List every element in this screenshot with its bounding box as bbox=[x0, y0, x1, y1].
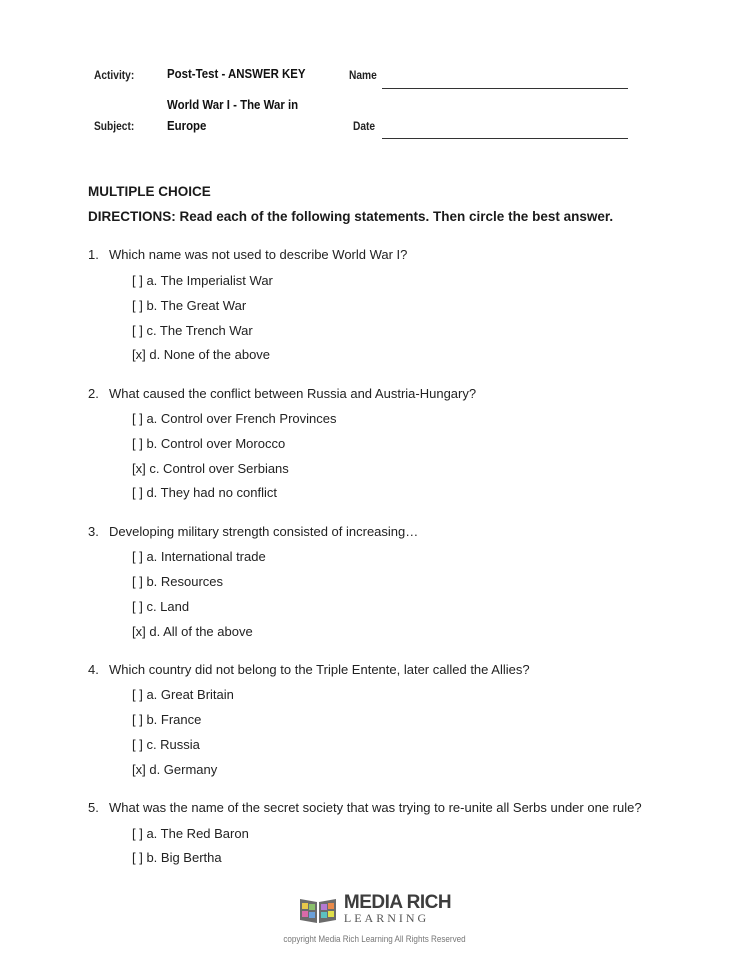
subject-value: World War I - The War in Europe bbox=[167, 97, 299, 133]
answer-option-selected[interactable]: [x] d. None of the above bbox=[132, 347, 271, 362]
question-number: 3. bbox=[88, 524, 99, 539]
answer-option[interactable]: [ ] b. Resources bbox=[132, 574, 224, 589]
question-number: 2. bbox=[88, 386, 99, 401]
answer-option-selected[interactable]: [x] d. All of the above bbox=[132, 624, 253, 639]
answer-option[interactable]: [ ] b. France bbox=[132, 712, 202, 727]
activity-value: Post-Test - ANSWER KEY bbox=[167, 66, 306, 81]
name-field-line[interactable] bbox=[382, 88, 628, 89]
copyright: copyright Media Rich Learning All Rights Reserved bbox=[283, 934, 466, 944]
name-label: Name bbox=[349, 68, 377, 82]
answer-option-selected[interactable]: [x] c. Control over Serbians bbox=[132, 461, 289, 476]
answer-option[interactable]: [ ] b. The Great War bbox=[132, 298, 247, 313]
question-4 bbox=[88, 662, 530, 677]
answer-option[interactable]: [ ] a. Control over French Provinces bbox=[132, 411, 337, 426]
question-number: 4. bbox=[88, 662, 99, 677]
question-number: 1. bbox=[88, 247, 99, 262]
answer-option[interactable]: [ ] c. Russia bbox=[132, 737, 200, 752]
answer-option[interactable]: [ ] d. They had no conflict bbox=[132, 485, 278, 500]
logo-wordmark bbox=[344, 893, 451, 925]
answer-option[interactable]: [ ] a. Great Britain bbox=[132, 687, 234, 702]
answer-option[interactable]: [ ] b. Control over Morocco bbox=[132, 436, 286, 451]
question-text: What was the name of the secret society that was trying to re-unite all Serbs under one rule? bbox=[109, 800, 642, 815]
question-2 bbox=[88, 386, 476, 401]
question-5 bbox=[88, 800, 642, 815]
answer-option-selected[interactable]: [x] d. Germany bbox=[132, 762, 218, 777]
directions: DIRECTIONS: Read each of the following statements. Then circle the best answer. bbox=[88, 209, 614, 224]
footer bbox=[0, 893, 749, 944]
answer-option[interactable]: [ ] c. Land bbox=[132, 599, 190, 614]
subject-label: Subject: bbox=[94, 119, 135, 133]
activity-label: Activity: bbox=[94, 68, 135, 82]
question-text: Which country did not belong to the Triple Entente, later called the Allies? bbox=[109, 662, 530, 677]
date-field-line[interactable] bbox=[382, 138, 628, 139]
date-label: Date bbox=[353, 119, 376, 133]
question-3 bbox=[88, 524, 418, 539]
answer-option[interactable]: [ ] a. The Red Baron bbox=[132, 826, 249, 841]
media-rich-logo bbox=[298, 893, 451, 925]
answer-option[interactable]: [ ] a. The Imperialist War bbox=[132, 273, 273, 288]
answer-option[interactable]: [ ] b. Big Bertha bbox=[132, 850, 222, 865]
question-text: Which name was not used to describe World War I? bbox=[109, 247, 408, 262]
question-1 bbox=[88, 247, 407, 262]
section-title: MULTIPLE CHOICE bbox=[88, 184, 211, 199]
question-text: Developing military strength consisted of increasing… bbox=[109, 524, 419, 539]
logo-main-text: MEDIA RICH bbox=[343, 892, 452, 913]
question-text: What caused the conflict between Russia and Austria-Hungary? bbox=[109, 386, 477, 401]
question-number: 5. bbox=[88, 800, 99, 815]
logo-sub-text: LEARNING bbox=[343, 911, 430, 925]
answer-option[interactable]: [ ] a. International trade bbox=[132, 549, 266, 564]
film-book-icon bbox=[298, 893, 338, 925]
answer-option[interactable]: [ ] c. The Trench War bbox=[132, 323, 253, 338]
